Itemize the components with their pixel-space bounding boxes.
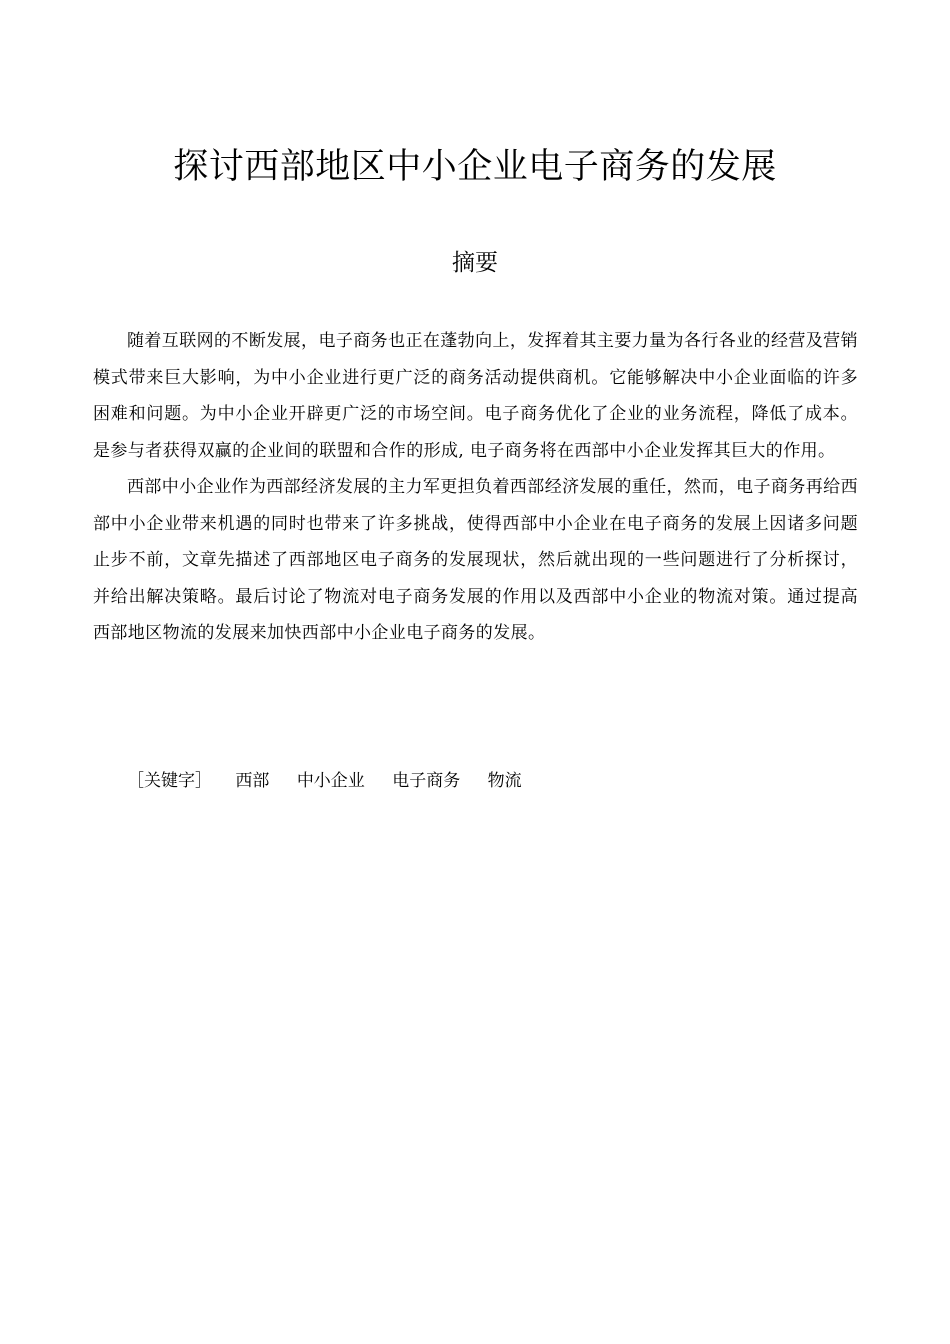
keyword-item: 中小企业 [296,771,365,791]
abstract-heading: 摘要 [452,250,498,276]
keywords-line [127,764,544,798]
keyword-item: 物流 [487,771,522,791]
keyword-item: 电子商务 [392,771,461,791]
abstract-body [93,323,858,652]
keyword-item: 西部 [235,771,270,791]
abstract-paragraph-1: 随着互联网的不断发展，电子商务也正在蓬勃向上，发挥着其主要力量为各行各业的经营及营销模式带来巨大影响，为中小企业进行更广泛的商务活动提供商机。它能够解决中小企业面临的许多困难和问题。为中小企业开辟更广泛的市场空间。电子商务优化了企业的业务流程，降低了成本。是参与者获得双赢的企业间的联盟和合作的形成, 电子商务将在西部中小企业发挥其巨大的作用。 [93,331,858,461]
document-title: 探讨西部地区中小企业电子商务的发展 [173,147,777,187]
keywords-label: ［关键字］ [127,771,212,791]
abstract-paragraph-2: 西部中小企业作为西部经济发展的主力军更担负着西部经济发展的重任，然而，电子商务再给西部中小企业带来机遇的同时也带来了许多挑战，使得西部中小企业在电子商务的发展上因诸多问题止步不前，文章先描述了西部地区电子商务的发展现状，然后就出现的一些问题进行了分析探讨，并给出解决策略。最后讨论了物流对电子商务发展的作用以及西部中小企业的物流对策。通过提高西部地区物流的发展来加快西部中小企业电子商务的发展。 [93,477,858,643]
